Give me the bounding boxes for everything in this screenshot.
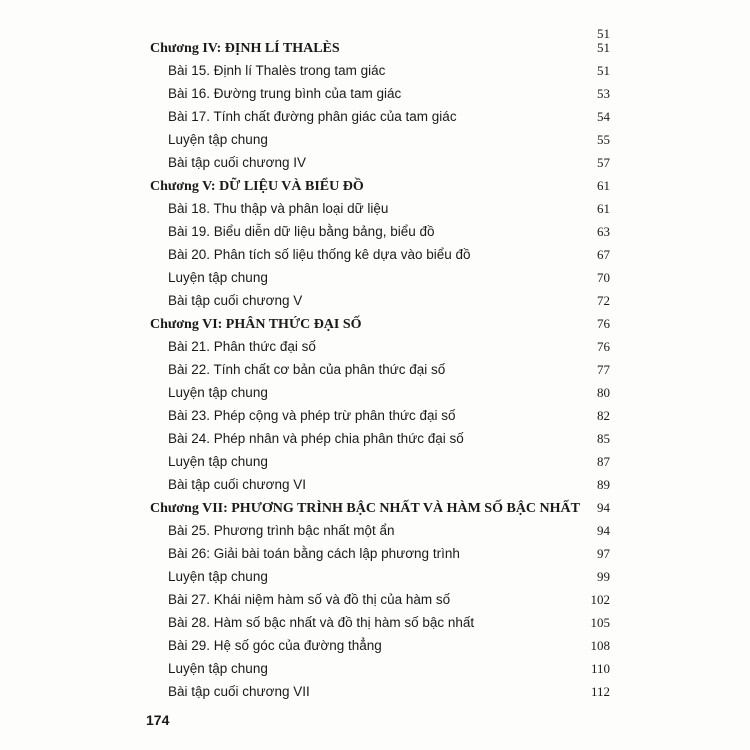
toc-entry — [150, 381, 610, 404]
chapter-title: Chương VII: PHƯƠNG TRÌNH BẬC NHẤT VÀ HÀM SỐ BẬC NHẤT — [150, 501, 580, 516]
chapter-page-number: 51 — [597, 40, 610, 55]
chapter-heading — [150, 312, 610, 335]
toc-entry — [150, 289, 610, 312]
toc-entry-label: Bài tập cuối chương VII — [168, 684, 310, 699]
toc-entry-label: Luyện tập chung — [168, 454, 268, 469]
chapter-page-number: 94 — [597, 500, 610, 515]
toc-entry — [150, 197, 610, 220]
toc-entry-label: Bài 26: Giải bài toán bằng cách lập phương trình — [168, 546, 460, 561]
toc-entry-page-number: 57 — [597, 155, 610, 170]
toc-entry-label: Bài 23. Phép cộng và phép trừ phân thức đại số — [168, 408, 456, 423]
toc-entry-page-number: 82 — [597, 408, 610, 423]
toc-entry — [150, 335, 610, 358]
toc-entry — [150, 450, 610, 473]
toc-entry-label: Bài 21. Phân thức đại số — [168, 339, 316, 354]
toc-entry-page-number: 72 — [597, 293, 610, 308]
toc-entry-page-number: 97 — [597, 546, 610, 561]
toc-entry-page-number: 67 — [597, 247, 610, 262]
toc-entry — [150, 404, 610, 427]
footer-page-number: 174 — [146, 712, 170, 728]
toc-entry — [150, 151, 610, 174]
toc-entry-page-number: 63 — [597, 224, 610, 239]
toc-entry-label: Bài 16. Đường trung bình của tam giác — [168, 86, 402, 101]
toc-entry — [150, 634, 610, 657]
chapter-page-number: 76 — [597, 316, 610, 331]
toc-entry-page-number: 110 — [590, 661, 610, 676]
toc-entry — [150, 243, 610, 266]
toc-entry — [150, 358, 610, 381]
toc-entry-label: Bài 17. Tính chất đường phân giác của tam giác — [168, 109, 457, 124]
toc-entry-page-number: 87 — [597, 454, 610, 469]
toc-entry-page-number: 94 — [597, 523, 610, 538]
toc-entry-page-number: 70 — [597, 270, 610, 285]
toc-entry-page-number: 61 — [597, 201, 610, 216]
toc-entry-page-number: 89 — [597, 477, 610, 492]
toc-entry — [150, 220, 610, 243]
toc-entry-page-number: 108 — [590, 638, 610, 653]
toc-entry-page-number: 102 — [590, 592, 610, 607]
toc-entry-label: Bài tập cuối chương IV — [168, 155, 306, 170]
toc-entry — [150, 59, 610, 82]
chapter-heading — [150, 174, 610, 197]
table-of-contents — [150, 36, 610, 703]
toc-entry — [150, 588, 610, 611]
toc-entry-label: Bài 19. Biểu diễn dữ liệu bằng bảng, biểu đồ — [168, 224, 435, 239]
toc-entry — [150, 82, 610, 105]
toc-entry-page-number: 99 — [597, 569, 610, 584]
toc-entry-page-number: 51 — [597, 63, 610, 78]
toc-entry-page-number: 112 — [590, 684, 610, 699]
toc-entry-page-number: 55 — [597, 132, 610, 147]
chapter-title: Chương VI: PHÂN THỨC ĐẠI SỐ — [150, 317, 362, 332]
toc-entry-label: Bài 22. Tính chất cơ bản của phân thức đại số — [168, 362, 446, 377]
toc-entry-label: Luyện tập chung — [168, 270, 268, 285]
toc-entry — [150, 565, 610, 588]
toc-entry — [150, 128, 610, 151]
toc-entry-label: Bài 25. Phương trình bậc nhất một ẩn — [168, 523, 395, 538]
toc-entry-label: Bài 27. Khái niệm hàm số và đồ thị của hàm số — [168, 592, 451, 607]
toc-entry — [150, 473, 610, 496]
toc-entry-label: Luyện tập chung — [168, 661, 268, 676]
toc-entry — [150, 680, 610, 703]
toc-entry-page-number: 85 — [597, 431, 610, 446]
toc-entry — [150, 542, 610, 565]
toc-entry — [150, 427, 610, 450]
toc-entry-label: Bài 24. Phép nhân và phép chia phân thức đại số — [168, 431, 464, 446]
toc-entry-page-number: 53 — [597, 86, 610, 101]
toc-entry-label: Bài 15. Định lí Thalès trong tam giác — [168, 63, 386, 78]
toc-entry-page-number: 76 — [597, 339, 610, 354]
toc-entry — [150, 611, 610, 634]
chapter-page-number: 61 — [597, 178, 610, 193]
toc-entry-page-number: 54 — [597, 109, 610, 124]
toc-entry — [150, 657, 610, 680]
toc-entry-label: Luyện tập chung — [168, 385, 268, 400]
chapter-heading — [150, 36, 610, 59]
chapter-title: Chương V: DỮ LIỆU VÀ BIỂU ĐỒ — [150, 179, 364, 194]
toc-entry — [150, 519, 610, 542]
toc-entry — [150, 266, 610, 289]
toc-entry-label: Bài 28. Hàm số bậc nhất và đồ thị hàm số bậc nhất — [168, 615, 475, 630]
toc-entry-page-number: 77 — [597, 362, 610, 377]
toc-entry-label: Bài tập cuối chương V — [168, 293, 303, 308]
chapter-heading — [150, 496, 610, 519]
toc-entry-label: Luyện tập chung — [168, 569, 268, 584]
toc-entry-label: Bài tập cuối chương VI — [168, 477, 306, 492]
toc-entry — [150, 105, 610, 128]
toc-entry-label: Bài 29. Hệ số góc của đường thẳng — [168, 638, 382, 653]
header-page-number: 51 — [597, 26, 610, 41]
toc-entry-label: Bài 18. Thu thập và phân loại dữ liệu — [168, 201, 389, 216]
toc-entry-label: Luyện tập chung — [168, 132, 268, 147]
toc-entry-page-number: 105 — [590, 615, 610, 630]
chapter-title: Chương IV: ĐỊNH LÍ THALÈS — [150, 41, 340, 56]
toc-entry-label: Bài 20. Phân tích số liệu thống kê dựa vào biểu đồ — [168, 247, 471, 262]
toc-entry-page-number: 80 — [597, 385, 610, 400]
